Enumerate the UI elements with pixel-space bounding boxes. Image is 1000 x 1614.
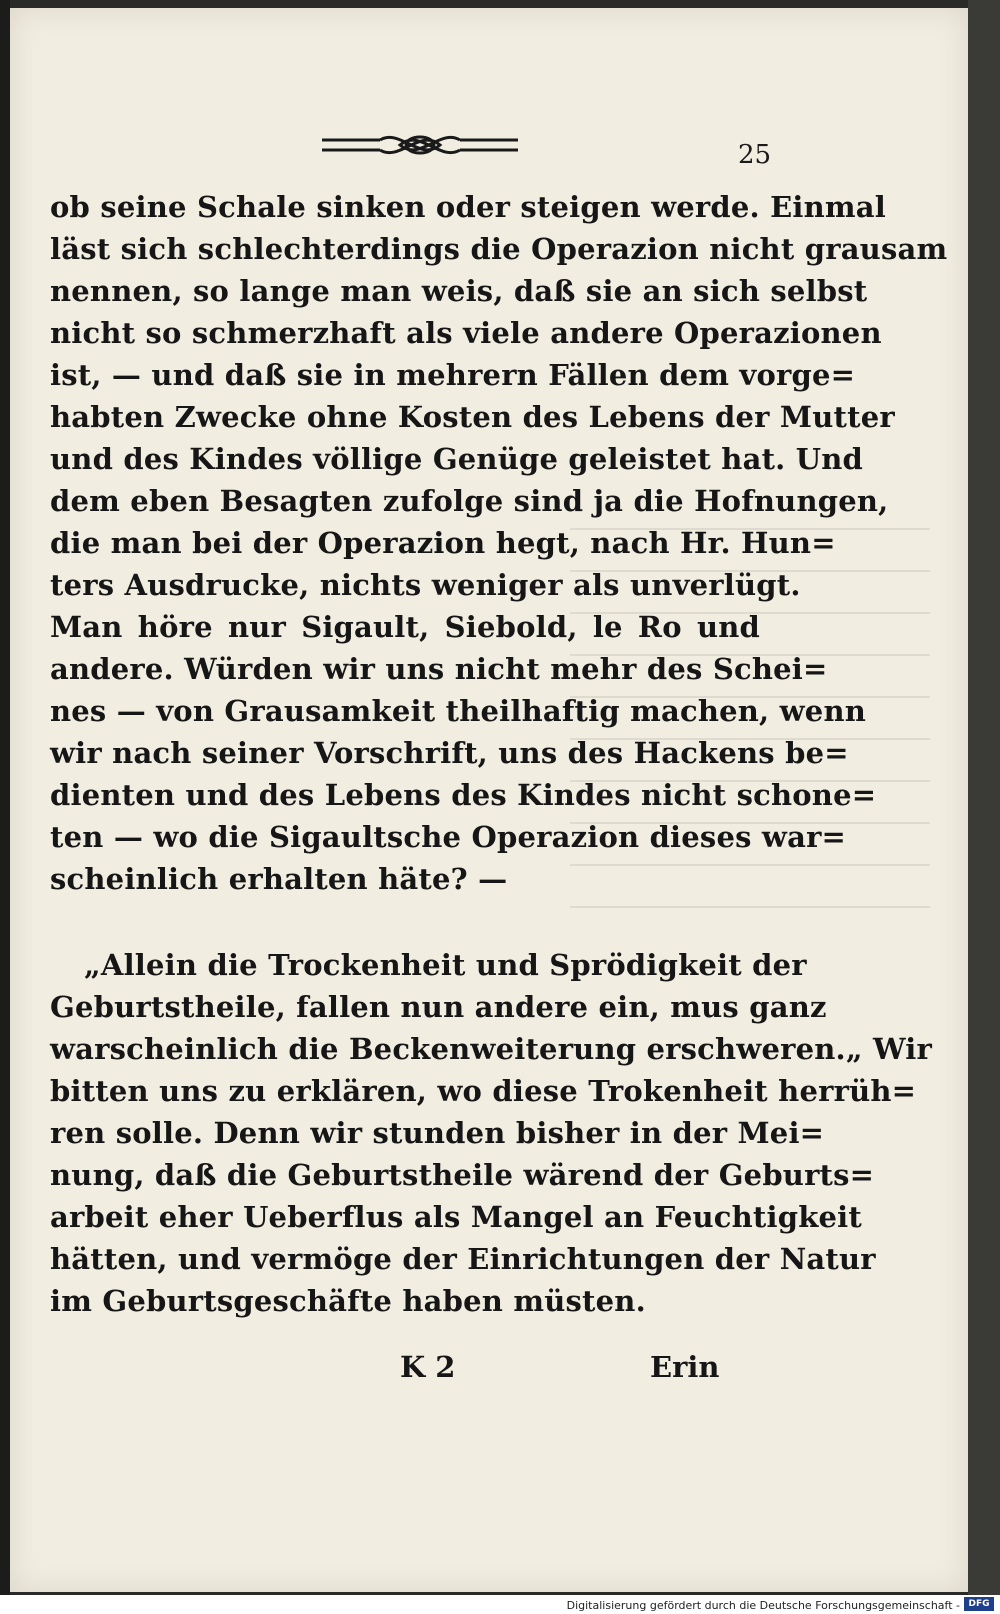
text-line: dienten und des Lebens des Kindes nicht schone= [50,778,877,812]
text-line: nicht so schmerzhaft als viele andere Operazionen [50,316,882,350]
text-line: habten Zwecke ohne Kosten des Lebens der Mutter [50,400,895,434]
text-line: nes — von Grausamkeit theilhaftig machen, wenn [50,694,867,728]
scan-border-right [968,0,1000,1595]
signature-mark: K 2 [400,1350,456,1384]
text-line: im Geburtsgeschäfte haben müsten. [50,1284,646,1318]
text-line: die man bei der Operazion hegt, nach Hr. Hun= [50,526,836,560]
text-line: dem eben Besagten zufolge sind ja die Hofnungen, [50,484,889,518]
text-line: andere. Würden wir uns nicht mehr des Schei= [50,652,828,686]
text-line: läst sich schlechterdings die Operazion nicht grausam [50,232,948,266]
scan-border-left [0,0,10,1595]
text-line: Man höre nur Sigault, Siebold, le Ro und [50,610,760,644]
paragraph-gap [50,900,760,944]
text-line: ist, — und daß sie in mehrern Fällen dem vorge= [50,358,856,392]
text-line: nennen, so lange man weis, daß sie an sich selbst [50,274,868,308]
text-line: hätten, und vermöge der Einrichtungen der Natur [50,1242,876,1276]
knot-ornament-icon [320,128,520,162]
text-line: ten — wo die Sigaultsche Operazion dieses war= [50,820,847,854]
text-line: „Allein die Trockenheit und Sprödigkeit der [84,948,807,982]
catchword: Erin [650,1350,720,1384]
text-line: nung, daß die Geburtstheile wärend der Geburts= [50,1158,875,1192]
text-line: scheinlich erhalten häte? — [50,862,508,896]
text-line: Geburtstheile, fallen nun andere ein, mus ganz [50,990,827,1024]
funding-note: Digitalisierung gefördert durch die Deutsche Forschungsgemeinschaft - [566,1599,960,1612]
body-text [50,186,948,1322]
text-line: ren solle. Denn wir stunden bisher in der Mei= [50,1116,825,1150]
text-line: warscheinlich die Beckenweiterung erschweren.„ Wir [50,1032,932,1066]
text-line: und des Kindes völlige Genüge geleistet hat. Und [50,442,864,476]
dfg-logo: DFG [964,1597,994,1611]
page-number: 25 [738,140,772,170]
text-line: ob seine Schale sinken oder steigen werde. Einmal [50,190,886,224]
text-line: bitten uns zu erklären, wo diese Trokenheit herrüh= [50,1074,917,1108]
text-line: ters Ausdrucke, nichts weniger als unverlügt. [50,568,801,602]
text-line: wir nach seiner Vorschrift, uns des Hackens be= [50,736,849,770]
text-line: arbeit eher Ueberflus als Mangel an Feuchtigkeit [50,1200,862,1234]
